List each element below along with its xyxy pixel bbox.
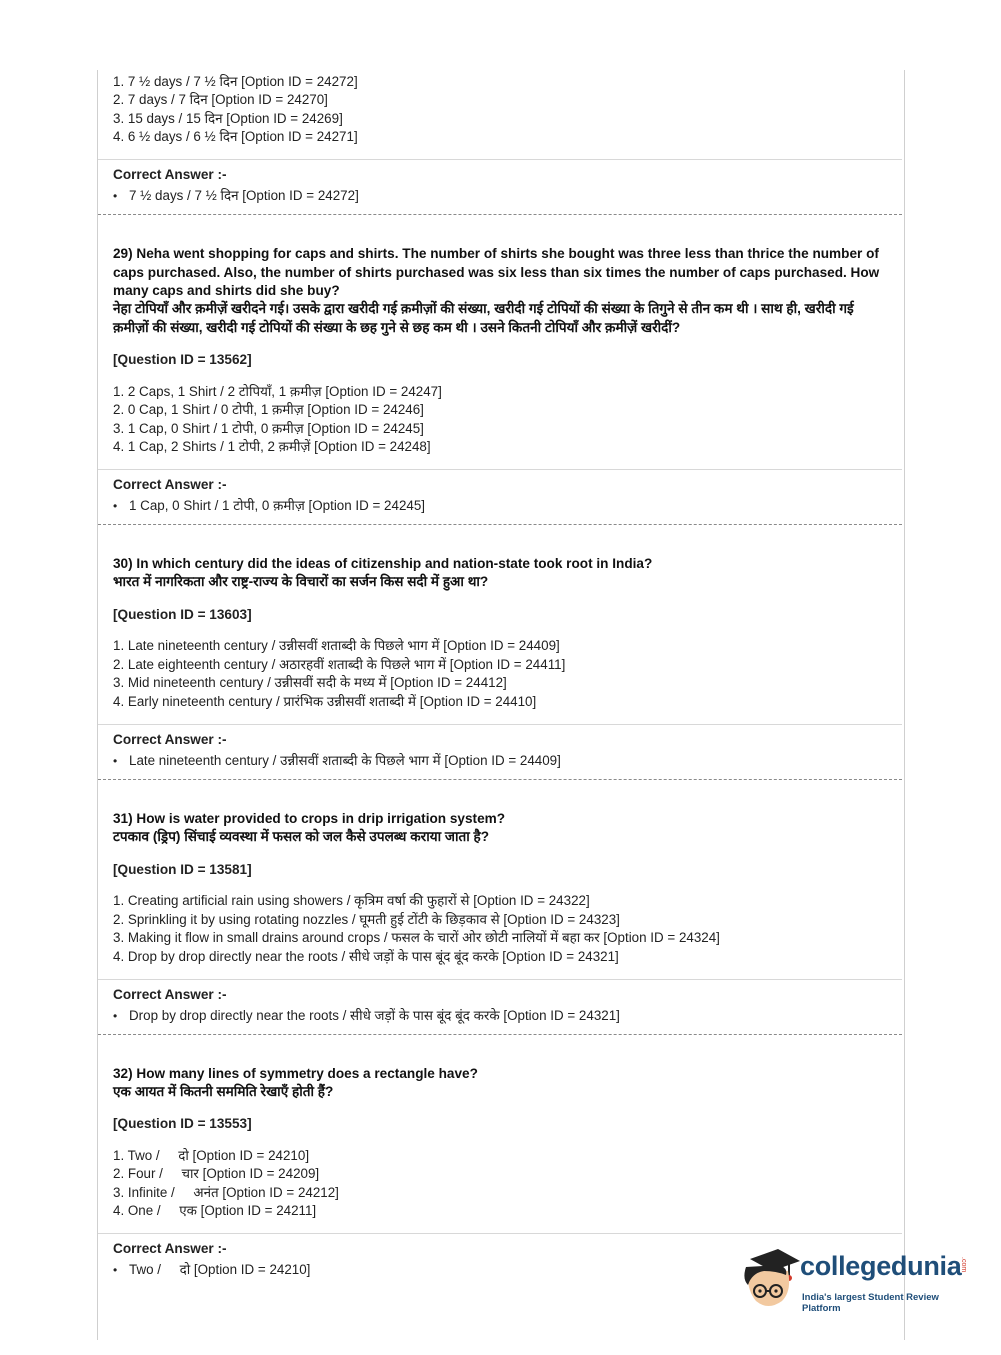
question-id: [Question ID = 13581] — [113, 862, 252, 877]
option-3: 3. 15 days / 15 दिन [Option ID = 24269] — [113, 111, 343, 126]
mascot-icon — [738, 1245, 802, 1315]
question-text-english: 30) In which century did the ideas of citizenship and nation-state took root in India? — [113, 556, 653, 571]
question-separator — [98, 779, 902, 780]
logo-tagline: India's largest Student Review Platform — [802, 1292, 939, 1314]
collegedunia-logo — [738, 1245, 970, 1315]
correct-answer: • 7 ½ days / 7 ½ दिन [Option ID = 24272] — [113, 187, 359, 205]
correct-answer: • Drop by drop directly near the roots / सीधे जड़ों के पास बूंद बूंद करके [Option ID = 24321] — [113, 1007, 620, 1025]
divider — [98, 724, 902, 725]
option-3: 3. Infinite / अनंत [Option ID = 24212] — [113, 1185, 339, 1200]
divider — [98, 1233, 902, 1234]
option-3: 3. 1 Cap, 0 Shirt / 1 टोपी, 0 क़मीज़ [Option ID = 24245] — [113, 421, 424, 436]
question-separator — [98, 524, 902, 525]
option-1: 1. Two / दो [Option ID = 24210] — [113, 1148, 310, 1163]
option-2: 2. 0 Cap, 1 Shirt / 0 टोपी, 1 क़मीज़ [Option ID = 24246] — [113, 402, 424, 417]
option-2: 2. Four / चार [Option ID = 24209] — [113, 1166, 320, 1181]
option-4: 4. One / एक [Option ID = 24211] — [113, 1203, 317, 1218]
option-4: 4. 1 Cap, 2 Shirts / 1 टोपी, 2 क़मीज़ें [Option ID = 24248] — [113, 439, 431, 454]
question-id: [Question ID = 13562] — [113, 352, 252, 367]
question-text-english: 29) Neha went shopping for caps and shirts. The number of shirts she bought was three less than thrice the number of caps purchased. Also, the number of shirts purchased was six less than six times the number of caps purchased. How many caps and shirts did she buy? — [113, 246, 880, 299]
option-3: 3. Mid nineteenth century / उन्नीसवीं सदी के मध्य में [Option ID = 24412] — [113, 675, 507, 690]
correct-answer: • 1 Cap, 0 Shirt / 1 टोपी, 0 क़मीज़ [Option ID = 24245] — [113, 497, 425, 515]
logo-wordmark: collegedunia — [800, 1251, 962, 1281]
question-id: [Question ID = 13553] — [113, 1116, 252, 1131]
correct-answer: • Late nineteenth century / उन्नीसवीं शताब्दी के पिछले भाग में [Option ID = 24409] — [113, 752, 561, 770]
divider — [98, 979, 902, 980]
option-4: 4. Early nineteenth century / प्रारंभिक उन्नीसवीं शताब्दी में [Option ID = 24410] — [113, 694, 537, 709]
question-text-english: 31) How is water provided to crops in drip irrigation system? — [113, 811, 506, 826]
correct-answer-label: Correct Answer :- — [113, 732, 227, 747]
option-1: 1. 2 Caps, 1 Shirt / 2 टोपियाँ, 1 क़मीज़ [Option ID = 24247] — [113, 384, 442, 399]
logo-domain-suffix: .com — [960, 1257, 967, 1273]
correct-answer-label: Correct Answer :- — [113, 987, 227, 1002]
question-id: [Question ID = 13603] — [113, 607, 252, 622]
option-2: 2. 7 days / 7 दिन [Option ID = 24270] — [113, 92, 328, 107]
option-3: 3. Making it flow in small drains around crops / फसल के चारों ओर छोटी नालियों में बहा कर [Option ID = 24324] — [113, 930, 720, 945]
option-2: 2. Sprinkling it by using rotating nozzles / घूमती हुई टोंटी के छिड़काव से [Option ID = 24323] — [113, 912, 620, 927]
option-1: 1. 7 ½ days / 7 ½ दिन [Option ID = 24272] — [113, 74, 358, 89]
divider — [98, 159, 902, 160]
option-4: 4. 6 ½ days / 6 ½ दिन [Option ID = 24271] — [113, 129, 358, 144]
question-separator — [98, 1034, 902, 1035]
question-separator — [98, 214, 902, 215]
question-text-english: 32) How many lines of symmetry does a rectangle have? — [113, 1066, 478, 1081]
option-2: 2. Late eighteenth century / अठारहवीं शताब्दी के पिछले भाग में [Option ID = 24411] — [113, 657, 566, 672]
option-1: 1. Creating artificial rain using showers / कृत्रिम वर्षा की फुहारों से [Option ID = 24322] — [113, 893, 590, 908]
option-1: 1. Late nineteenth century / उन्नीसवीं शताब्दी के पिछले भाग में [Option ID = 24409] — [113, 638, 560, 653]
correct-answer-label: Correct Answer :- — [113, 477, 227, 492]
option-4: 4. Drop by drop directly near the roots / सीधे जड़ों के पास बूंद बूंद करके [Option ID = 24321] — [113, 949, 619, 964]
question-text-hindi: टपकाव (ड्रिप) सिंचाई व्यवस्था में फसल को जल कैसे उपलब्ध कराया जाता है? — [113, 829, 490, 844]
question-text-hindi: भारत में नागरिकता और राष्ट्र-राज्य के विचारों का सर्जन किस सदी में हुआ था? — [113, 574, 489, 589]
question-text-hindi: एक आयत में कितनी सममिति रेखाएँ होती हैं? — [113, 1084, 334, 1099]
correct-answer: • Two / दो [Option ID = 24210] — [113, 1261, 310, 1279]
correct-answer-label: Correct Answer :- — [113, 167, 227, 182]
divider — [98, 469, 902, 470]
correct-answer-label: Correct Answer :- — [113, 1241, 227, 1256]
question-text-hindi: नेहा टोपियाँ और क़मीज़ें खरीदने गई। उसके द्वारा खरीदी गई क़मीज़ों की संख्या, खरीदी गई टोपियों की संख्या के तिगुने से तीन कम थी । साथ ही, खरीदी गई क़मीज़ों की संख्या, खरीदी गई टोपियों की संख्या के छह गुने से छह कम थी । उसने कितनी टोपियाँ और क़मीज़ें खरीदीं? — [113, 301, 854, 335]
